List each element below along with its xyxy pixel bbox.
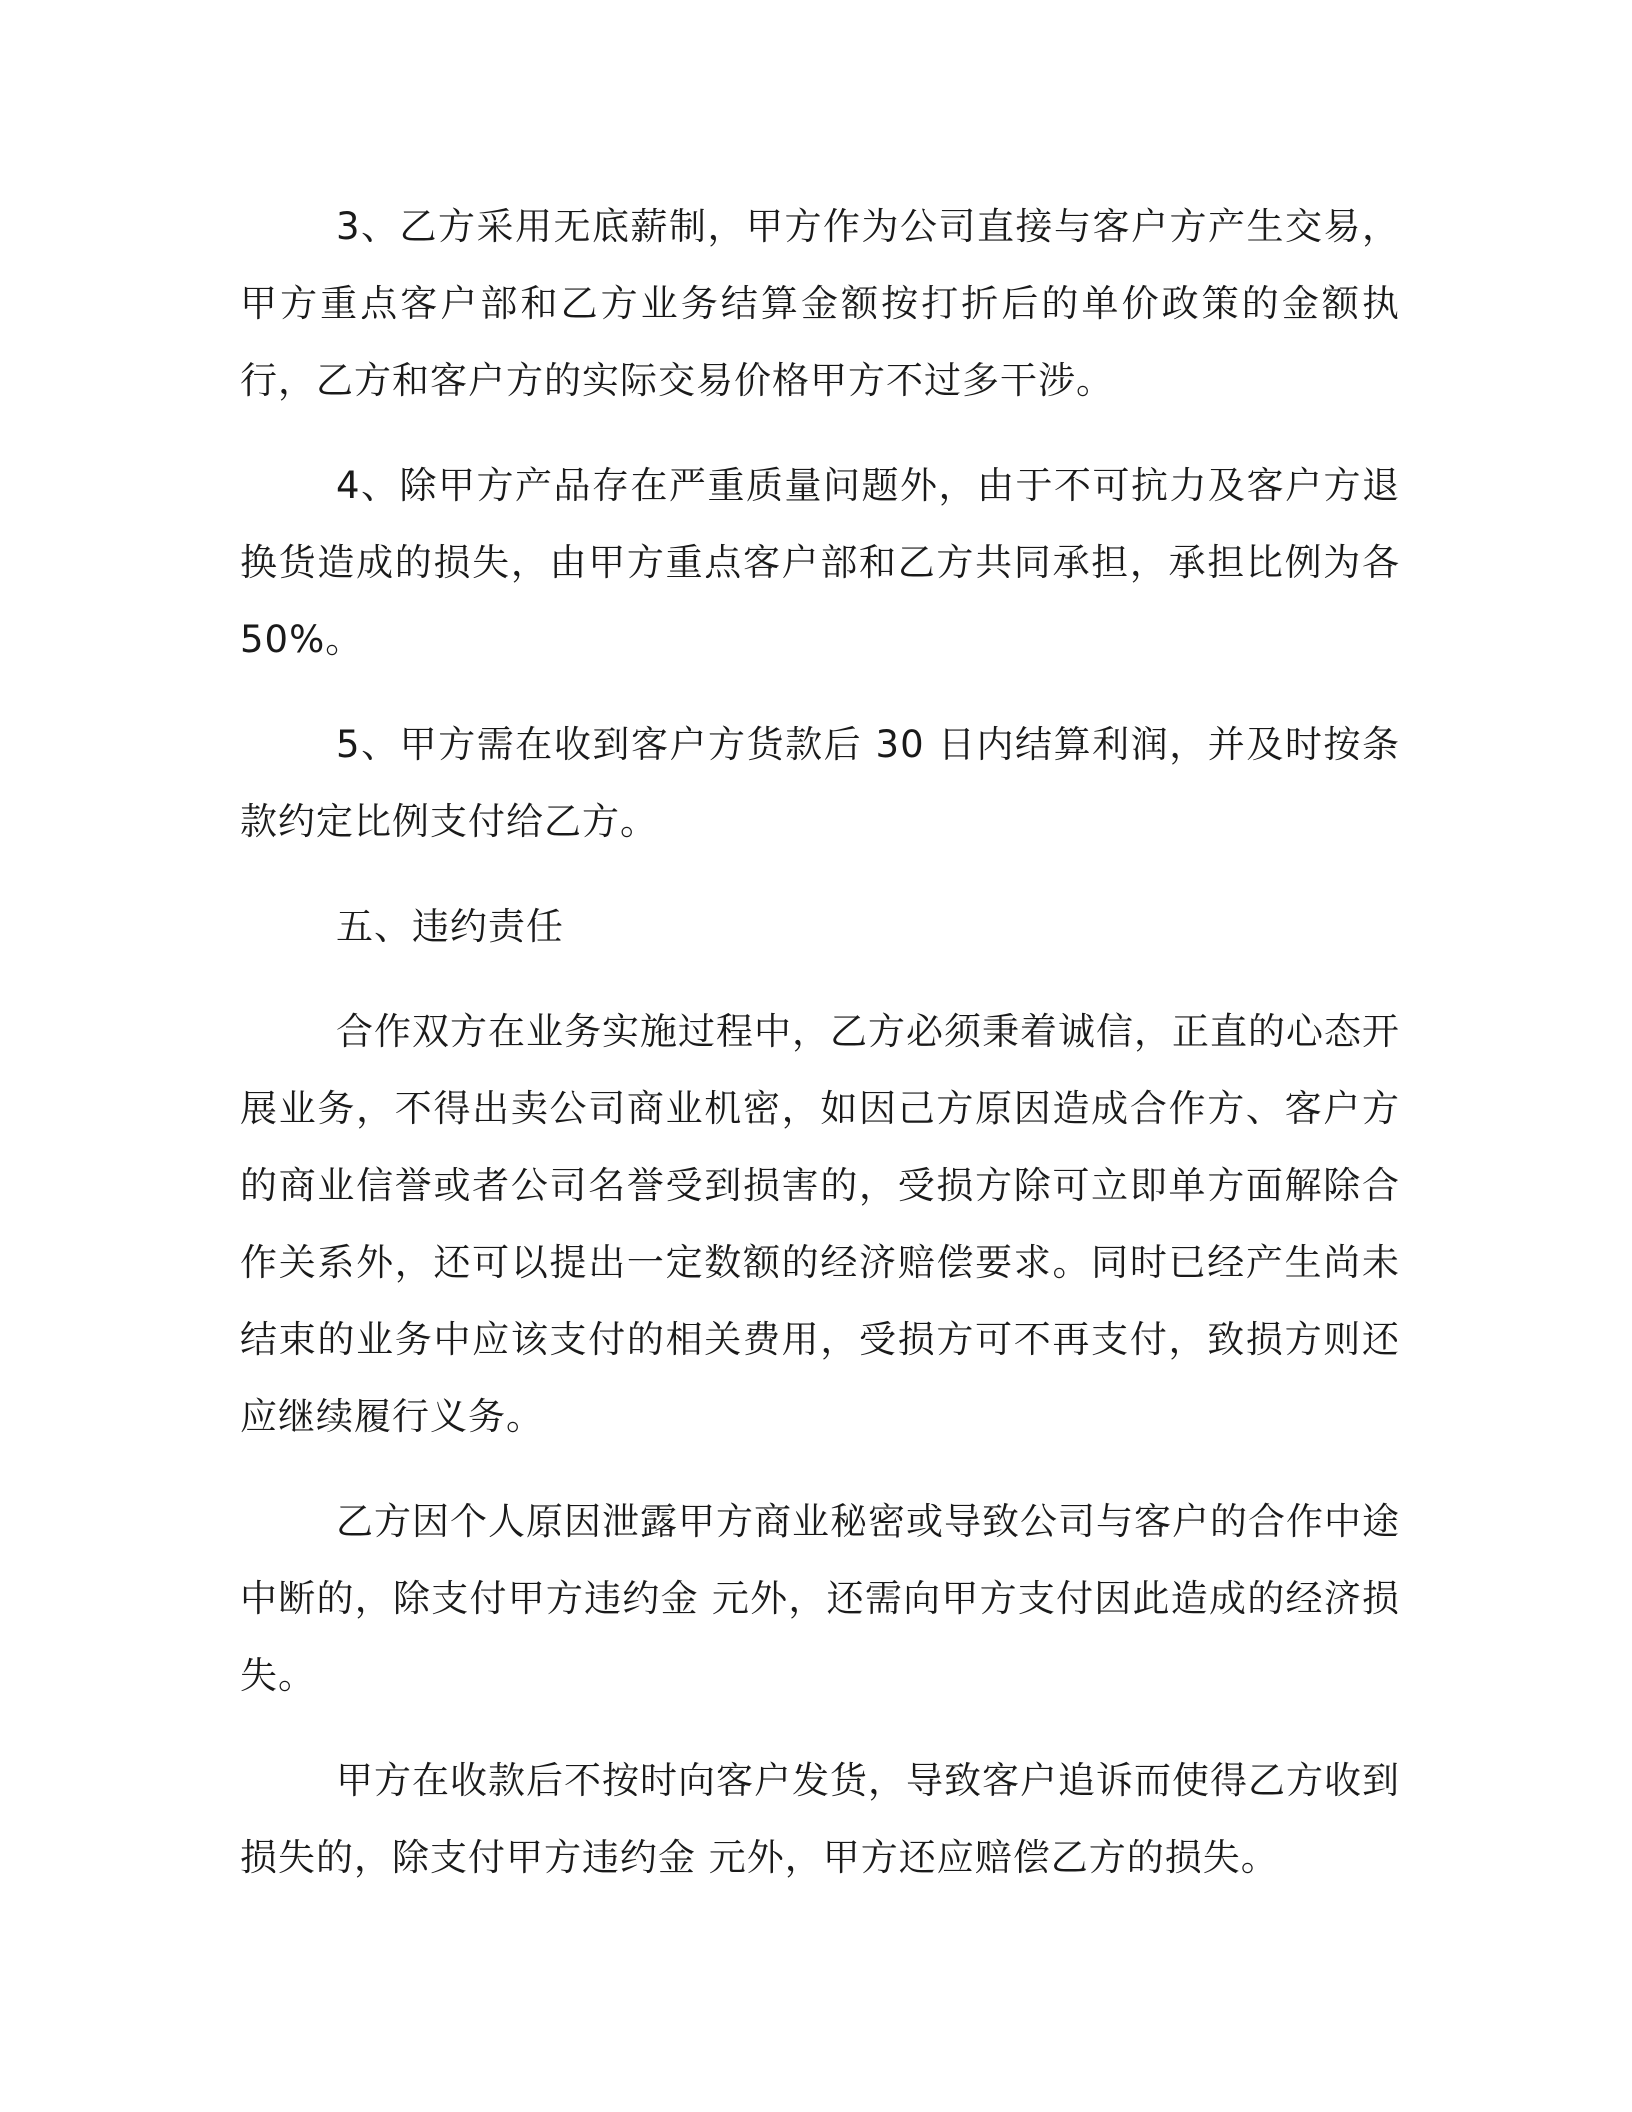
breach-party-b-paragraph: 乙方因个人原因泄露甲方商业秘密或导致公司与客户的合作中途中断的，除支付甲方违约金 元外，还需向甲方支付因此造成的经济损失。 [240,1500,1400,1697]
section-heading-breach-liability: 五、违约责任 [336,905,564,948]
paragraph-gap [240,419,1400,447]
paragraph-gap [240,860,1400,888]
paragraph-gap [240,1714,1400,1742]
paragraph-gap [240,678,1400,706]
document-page [240,188,1400,1896]
paragraph-gap [240,965,1400,993]
clause-3-paragraph: 3、乙方采用无底薪制，甲方作为公司直接与客户方产生交易，甲方重点客户部和乙方业务结算金额按打折后的单价政策的金额执行，乙方和客户方的实际交易价格甲方不过多干涉。 [240,205,1400,402]
clause-4-paragraph: 4、除甲方产品存在严重质量问题外，由于不可抗力及客户方退换货造成的损失，由甲方重点客户部和乙方共同承担，承担比例为各50%。 [240,464,1400,661]
breach-party-a-paragraph: 甲方在收款后不按时向客户发货，导致客户追诉而使得乙方收到损失的，除支付甲方违约金 元外，甲方还应赔偿乙方的损失。 [240,1759,1400,1879]
paragraph-gap [240,1455,1400,1483]
clause-5-paragraph: 5、甲方需在收到客户方货款后 30 日内结算利润，并及时按条款约定比例支付给乙方。 [240,723,1400,843]
breach-general-paragraph: 合作双方在业务实施过程中，乙方必须秉着诚信，正直的心态开展业务，不得出卖公司商业机密，如因己方原因造成合作方、客户方的商业信誉或者公司名誉受到损害的，受损方除可立即单方面解除合作关系外，还可以提出一定数额的经济赔偿要求。同时已经产生尚未结束的业务中应该支付的相关费用，受损方可不再支付，致损方则还应继续履行义务。 [240,1010,1400,1438]
